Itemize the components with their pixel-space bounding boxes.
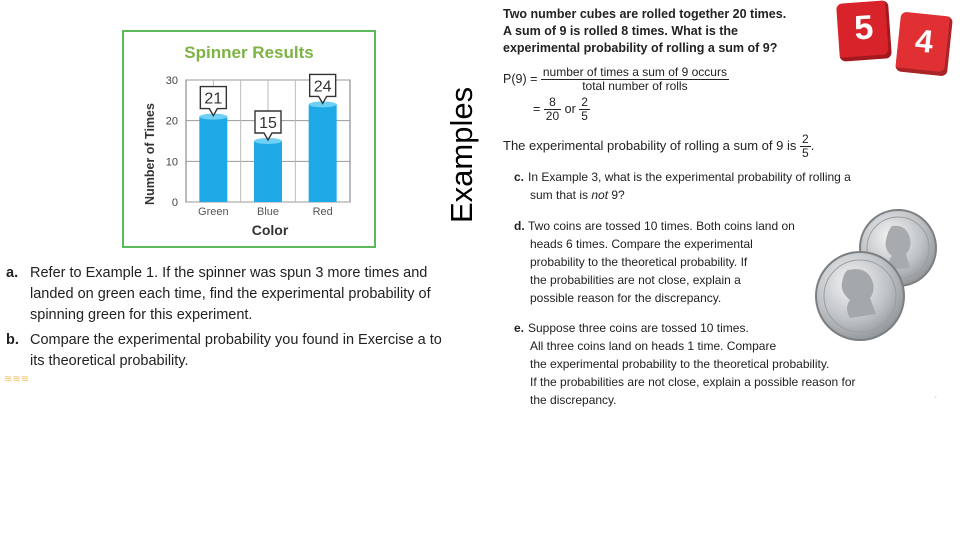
category-label: Red: [312, 206, 333, 218]
item-d-line1: Two coins are tossed 10 times. Both coins land on: [528, 219, 795, 233]
question-a-line1: Refer to Example 1. If the spinner was spun 3 more times and: [30, 265, 428, 281]
fraction-8-20: [544, 96, 561, 123]
probability-formula: [503, 66, 833, 93]
item-c-line1: In Example 3, what is the experimental probability of rolling a: [528, 170, 851, 184]
bar-red: [309, 104, 337, 202]
item-c-line2-start: sum that is: [530, 188, 592, 202]
y-tick-label: 0: [171, 197, 178, 209]
item-d-line5: possible reason for the discrepancy.: [530, 291, 722, 305]
question-b-label: b.: [6, 332, 19, 348]
side-title: [438, 48, 482, 223]
question-a-line3: spinning green for this experiment.: [30, 307, 253, 323]
data-label-callout: [200, 87, 226, 116]
item-c-line2: [514, 186, 914, 204]
y-tick-label: 20: [165, 115, 178, 128]
conclusion-fraction: [800, 133, 811, 160]
question-b-line2: its theoretical probability.: [30, 353, 189, 369]
probability-result: [533, 96, 733, 123]
category-label: Green: [198, 206, 229, 218]
frac2-denominator: 5: [581, 109, 588, 123]
example-prompt-line2: A sum of 9 is rolled 8 times. What is the: [503, 24, 739, 38]
category-label: Blue: [256, 206, 280, 218]
conclusion-numerator: 2: [802, 132, 809, 146]
formula-numerator: number of times a sum of 9 occurs: [542, 65, 727, 79]
die-value: 4: [913, 22, 936, 60]
item-d: [514, 217, 834, 307]
coins-illustration: [808, 208, 944, 342]
question-a-label: a.: [6, 265, 19, 281]
data-label-callout: [310, 74, 336, 103]
example-prompt-line3: experimental probability of rolling a sum of 9?: [503, 41, 778, 55]
spinner-results-chart: [122, 30, 376, 248]
item-e-line4: If the probabilities are not close, explain a possible reason for: [530, 375, 856, 389]
bar-green: [199, 117, 227, 202]
die-value: 5: [853, 8, 875, 48]
item-e-label: e.: [514, 321, 525, 335]
data-label: 21: [204, 90, 223, 108]
fraction-2-5: [579, 96, 590, 123]
frac2-numerator: 2: [581, 95, 588, 109]
y-axis-label: Number of Times: [143, 103, 157, 205]
frac1-numerator: 8: [544, 96, 561, 110]
frac1-denominator: 20: [545, 109, 560, 123]
item-c-line2-italic: not: [591, 188, 609, 202]
bar-blue: [254, 141, 282, 202]
corner-decoration: ˯: [934, 388, 938, 399]
item-e-line5: the discrepancy.: [530, 393, 617, 407]
item-c-line2-end: 9?: [608, 188, 625, 202]
y-tick-label: 30: [165, 75, 178, 87]
item-e-line3: the experimental probability to the theoretical probability.: [530, 357, 830, 371]
bar-chart-svg: [124, 32, 374, 246]
item-d-line3: probability to the theoretical probability. If: [530, 255, 748, 269]
question-b-line1: Compare the experimental probability you found in Exercise a to: [30, 332, 442, 348]
item-c-label: c.: [514, 170, 525, 184]
example-prompt: [503, 6, 843, 57]
examples-heading: Examples: [444, 86, 479, 223]
formula-denominator: total number of rolls: [582, 79, 688, 93]
number-cube-five: [836, 0, 892, 61]
question-b: [6, 330, 486, 372]
or-text: or: [564, 101, 576, 116]
number-cube-four: [895, 11, 953, 76]
conclusion-period: .: [810, 137, 815, 153]
y-tick-label: 10: [165, 156, 178, 169]
item-e-line2: All three coins land on heads 1 time. Compare: [530, 339, 777, 353]
conclusion: [503, 133, 863, 160]
data-label: 24: [313, 78, 332, 96]
equals-sign: =: [533, 101, 541, 116]
chart-title: Spinner Results: [184, 43, 314, 62]
item-d-label: d.: [514, 219, 525, 233]
item-e-line1: Suppose three coins are tossed 10 times.: [528, 321, 749, 335]
swoosh-decoration: ≋≋≋: [4, 374, 30, 385]
conclusion-text: The experimental probability of rolling a sum of 9 is: [503, 137, 797, 153]
item-c: [514, 168, 914, 204]
item-d-line2: heads 6 times. Compare the experimental: [530, 237, 753, 251]
half-dollar-coin-icon: [816, 252, 904, 340]
example-prompt-line1: Two number cubes are rolled together 20 times.: [503, 7, 787, 21]
p-label: P(9) =: [503, 71, 538, 86]
x-axis-label: Color: [251, 222, 289, 238]
question-a: [6, 263, 486, 326]
conclusion-denominator: 5: [802, 146, 809, 160]
item-d-line4: the probabilities are not close, explain a: [530, 273, 741, 287]
formula-fraction: [541, 66, 729, 93]
data-label-callout: [255, 111, 281, 140]
question-a-line2: landed on green each time, find the experimental probability of: [30, 286, 431, 302]
data-label: 15: [259, 115, 277, 132]
